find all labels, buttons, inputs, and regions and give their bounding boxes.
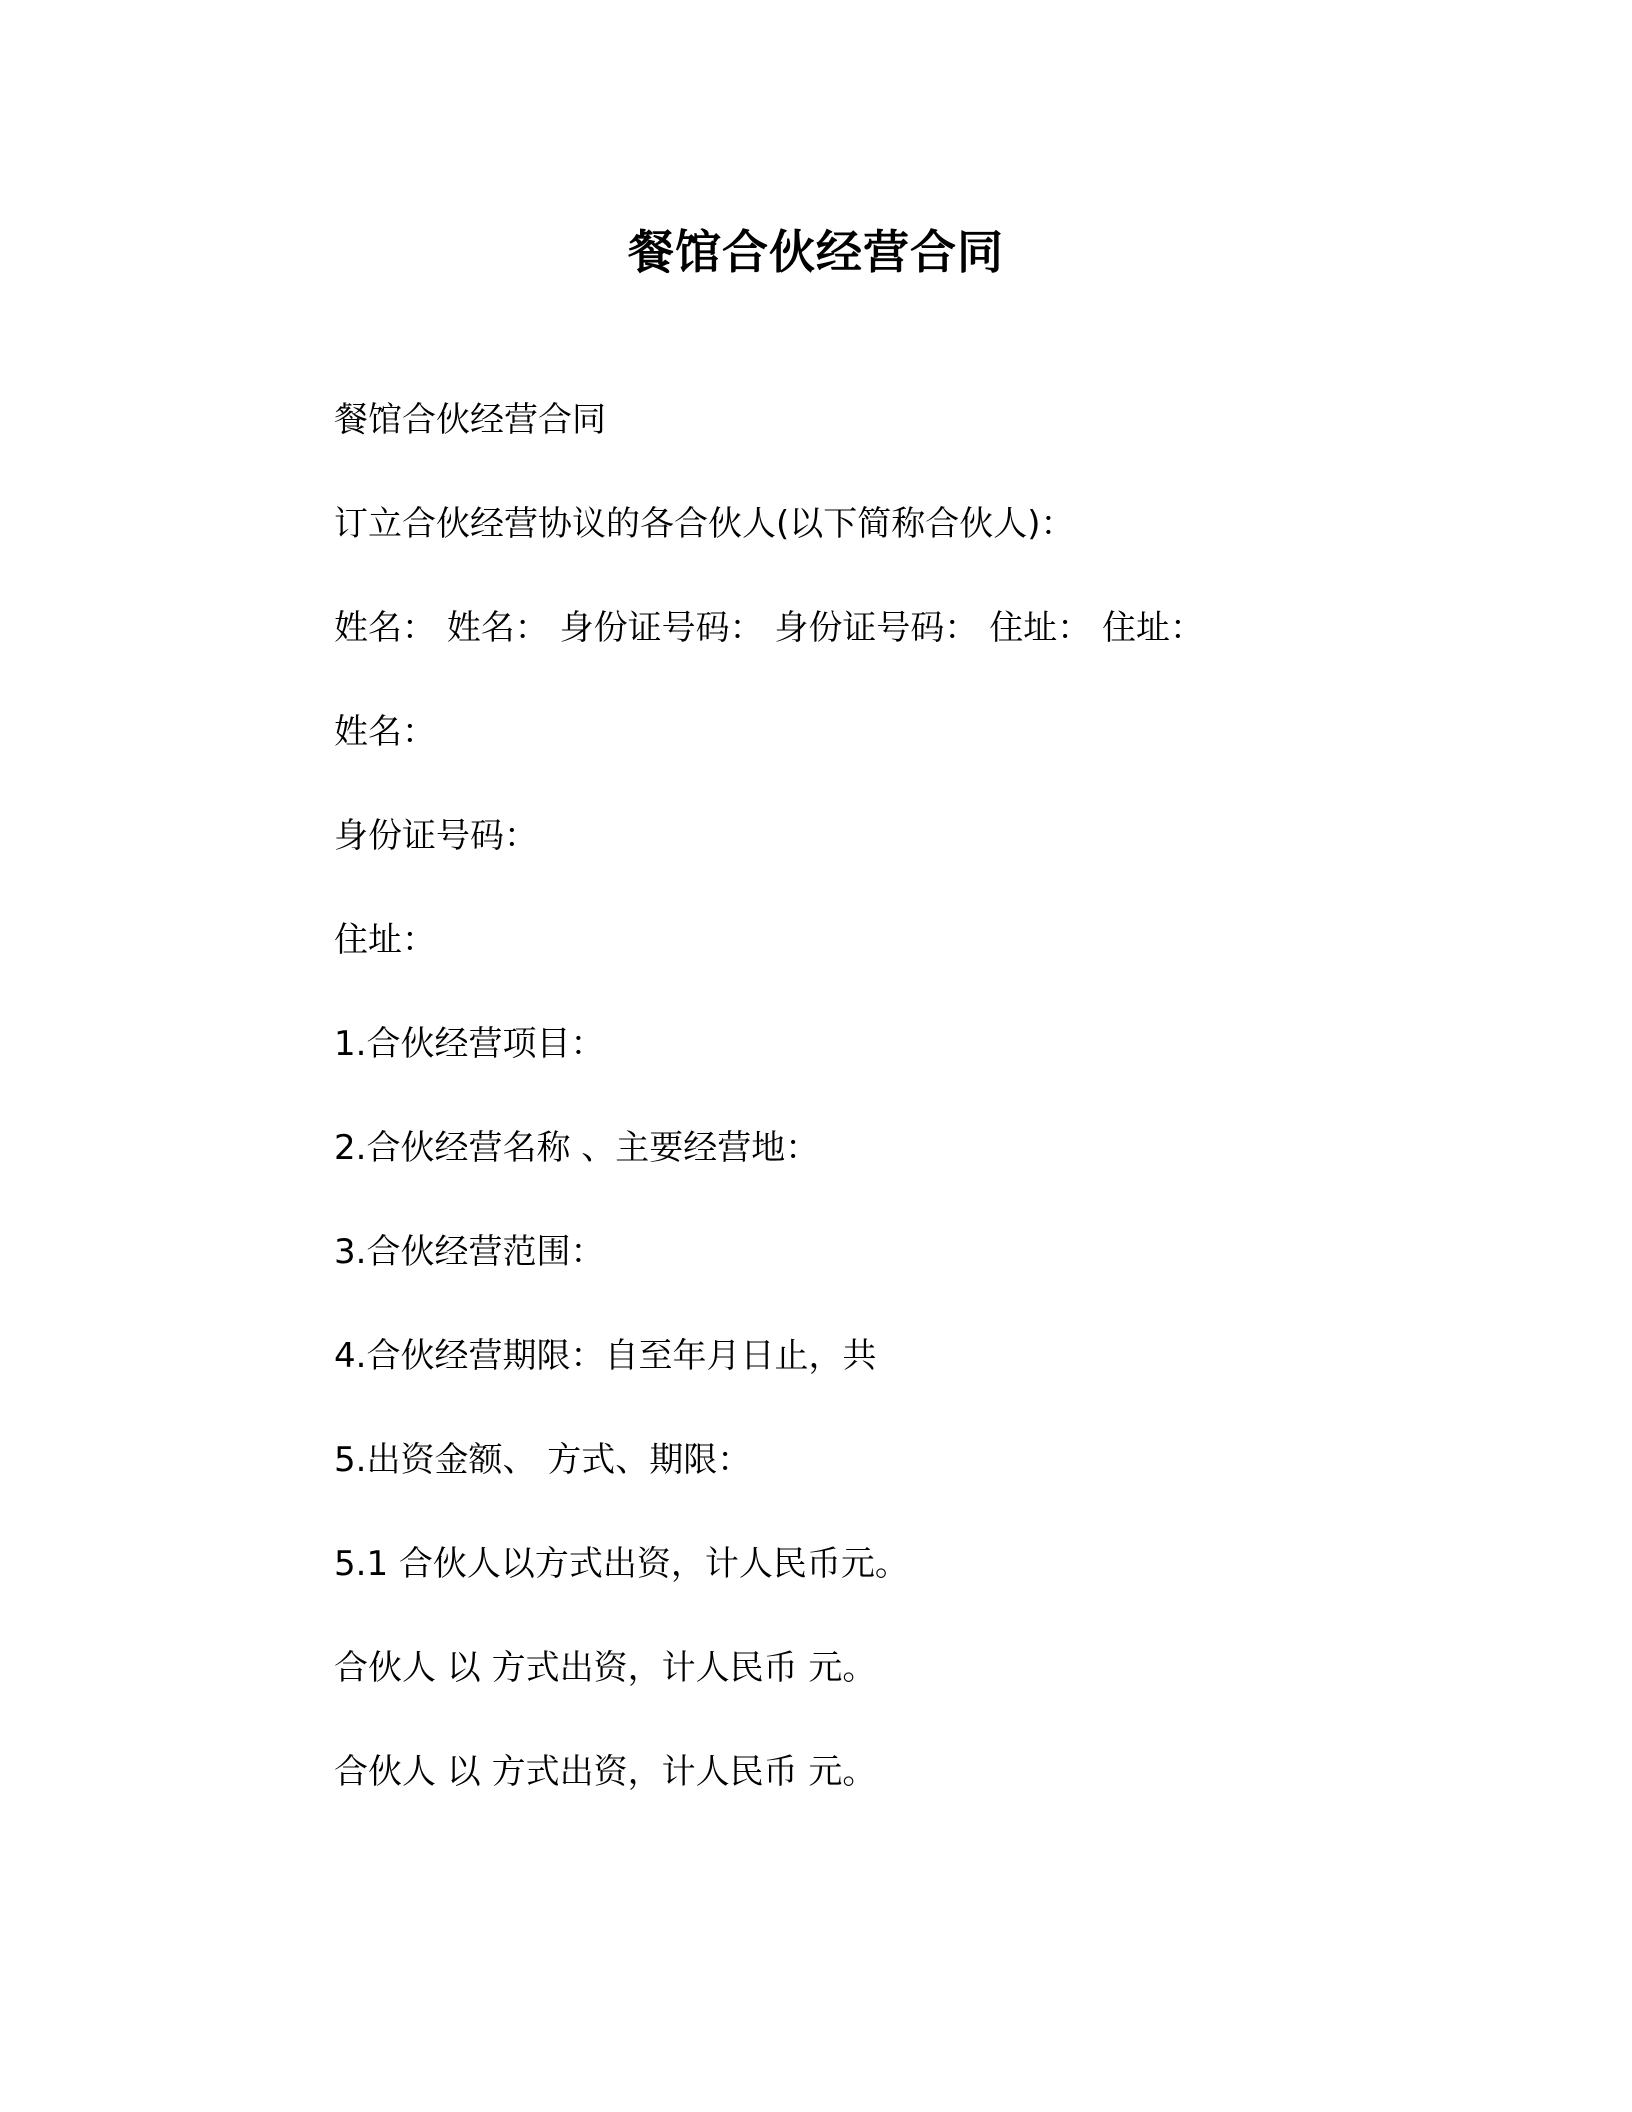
doc-clause-5-1: 5.1 合伙人以方式出资，计人民币元。	[334, 1544, 909, 1584]
doc-line-partner-contribution-1: 合伙人 以 方式出资，计人民币 元。	[334, 1648, 877, 1688]
doc-line-name: 姓名：	[334, 712, 436, 752]
doc-clause-2: 2.合伙经营名称 、主要经营地：	[334, 1128, 820, 1168]
doc-line-subtitle: 餐馆合伙经营合同	[334, 400, 606, 440]
doc-line-parties-intro: 订立合伙经营协议的各合伙人(以下简称合伙人)：	[334, 504, 1075, 544]
doc-line-address: 住址：	[334, 920, 436, 960]
doc-clause-1: 1.合伙经营项目：	[334, 1024, 605, 1064]
document-title: 餐馆合伙经营合同	[628, 225, 1004, 279]
document-body	[334, 396, 1334, 1852]
doc-clause-4: 4.合伙经营期限：自至年月日止，共	[334, 1336, 877, 1376]
doc-clause-5: 5.出资金额、 方式、期限：	[334, 1440, 752, 1480]
doc-line-partner-fields: 姓名： 姓名： 身份证号码： 身份证号码： 住址： 住址：	[334, 608, 1205, 648]
doc-clause-3: 3.合伙经营范围：	[334, 1232, 605, 1272]
doc-line-id-number: 身份证号码：	[334, 816, 538, 856]
doc-line-partner-contribution-2: 合伙人 以 方式出资，计人民币 元。	[334, 1752, 877, 1792]
